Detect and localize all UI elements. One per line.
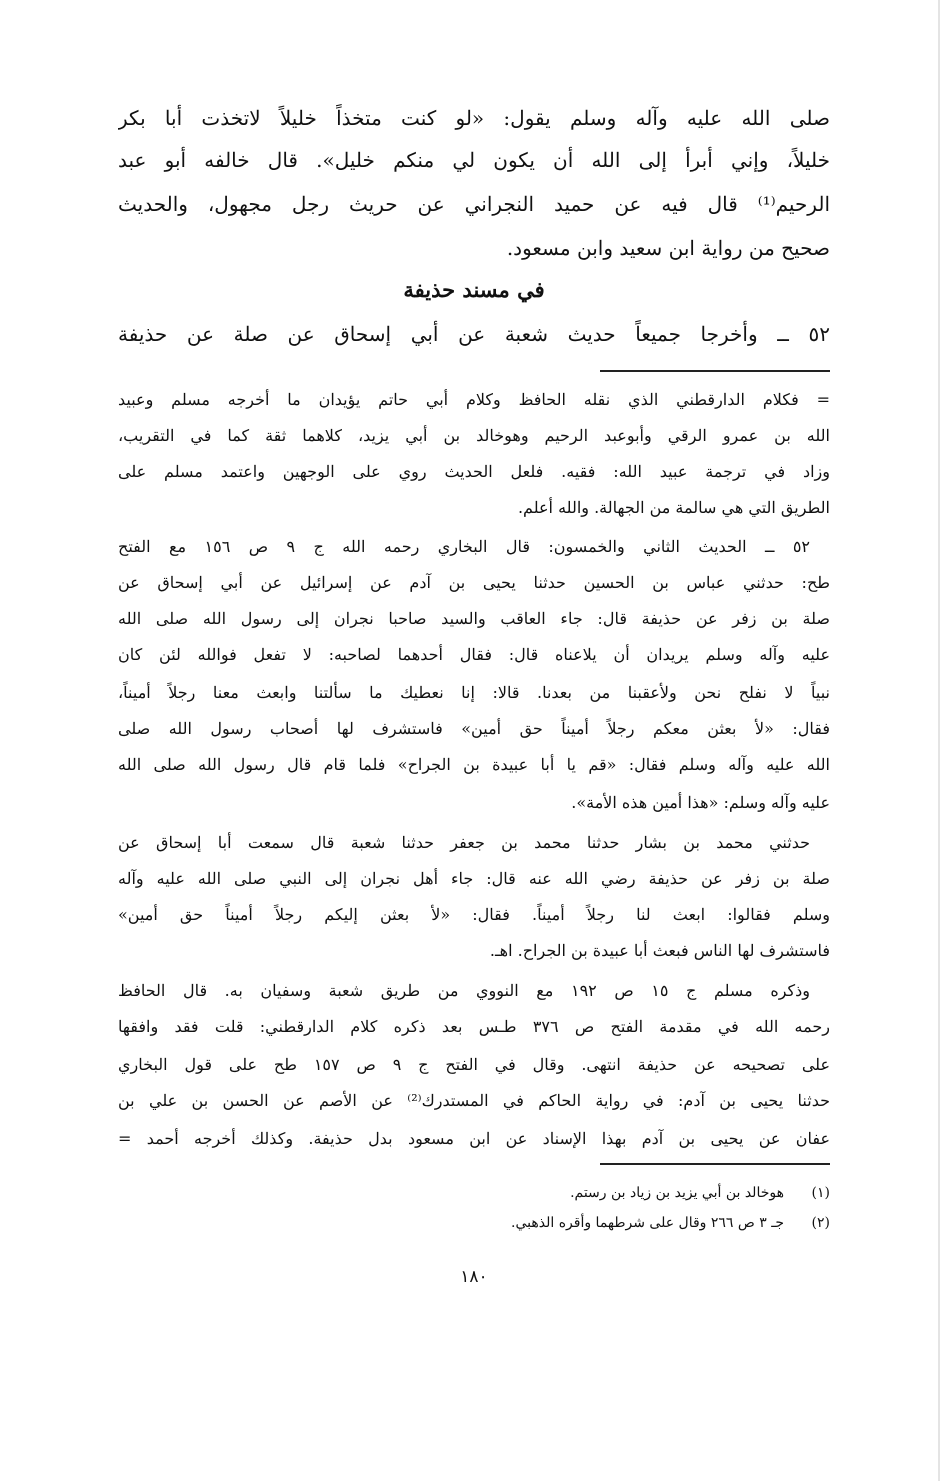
- commentary-line: فقال: «لأ بعثن معكم رجلاً أميناً حق أمين» فاستشرف لها أصحاب رسول الله صلى: [118, 719, 830, 738]
- commentary-line: الطريق التي هي سالمة من الجهالة. والله أعلم.: [517, 498, 830, 517]
- commentary-line: الله عليه وآله وسلم فقال: «قم يا أبا عبيدة بن الجراح» فلما قام قال رسول الله صلى الله: [118, 755, 830, 774]
- commentary-line: حدثني محمد بن بشار حدثنا محمد بن جعفر حدثنا شعبة قال سمعت أبا إسحاق عن: [118, 833, 810, 852]
- commentary-line: فاستشرف لها الناس فبعث أبا عبيدة بن الجراح. اهـ.: [489, 941, 830, 960]
- hadith-52-line: ٥٢ ــ وأخرجا جميعاً حديث شعبة عن أبي إسحاق عن صلة عن حذيفة: [118, 322, 830, 346]
- commentary-line: عليه وآله وسلم يريدان أن يلاعناه قال: فقال أحدهما لصاحبه: لا تفعل فوالله لئن كان: [118, 645, 830, 664]
- main-text-line: صلى الله عليه وآله وسلم يقول: «لو كنت متخذاً خليلاً لاتخذت أبا بكر: [118, 106, 830, 130]
- main-text-line: صحيح من رواية ابن سعيد وابن مسعود.: [506, 236, 830, 260]
- footnote-number: (١): [811, 1185, 830, 1201]
- commentary-line: نبياً لا نفلح نحن ولأعقبنا من بعدنا. قالا: إنا نعطيك ما سألتنا وابعث معنا رجلاً أميناً،: [118, 683, 830, 702]
- commentary-line: حدثنا يحيى بن آدم: في رواية الحاكم في المستدرك⁽²⁾ عن الأصم عن الحسن بن علي بن: [118, 1091, 830, 1110]
- commentary-line: الله بن عمرو الرقي وأبوعبد الرحيم وهوخالد بن أبي يزيد، كلاهما ثقة كما في التقريب،: [118, 426, 830, 445]
- commentary-line: ٥٢ ــ الحديث الثاني والخمسون: قال البخاري رحمه الله ج ٩ ص ١٥٦ مع الفتح: [118, 537, 810, 556]
- commentary-line: وسلم فقالوا: ابعث لنا رجلاً أميناً. فقال: «لأ بعثن إليكم رجلاً أميناً حق أمين»: [118, 905, 830, 924]
- section-heading: في مسند حذيفة: [403, 277, 545, 302]
- footnote-separator: [600, 370, 830, 372]
- footnote-text: جـ ٣ ص ٢٦٦ وقال على شرطهما وأقره الذهبي.: [511, 1215, 784, 1231]
- commentary-line: عليه وآله وسلم: «هذا أمين هذه الأمة».: [571, 793, 830, 812]
- commentary-line: = فكلام الدارقطني الذي نقله الحافظ وكلام أبي حاتم يؤيدان ما أخرجه مسلم وعبيد: [118, 390, 830, 409]
- footnote-separator: [600, 1163, 830, 1165]
- commentary-line: طح: حدثني عباس بن الحسين حدثنا يحيى بن آدم عن إسرائيل عن أبي إسحاق عن: [118, 573, 830, 592]
- commentary-line: عفان عن يحيى بن آدم بهذا الإسناد عن ابن مسعود بدل حذيفة. وكذلك أخرجه أحمد =: [118, 1129, 830, 1148]
- commentary-line: وزاد في ترجمة عبيد الله: فقيه. فلعل الحديث روي على الوجهين واعتمد مسلم على: [118, 462, 830, 481]
- main-text-line: الرحيم⁽¹⁾ قال فيه عن حميد النجراني عن حريث رجل مجهول، والحديث: [118, 192, 830, 216]
- main-text-line: خليلاً، وإني أبرأ إلى الله أن يكون لي منكم خليل». قال خالفه أبو عبد: [118, 148, 830, 172]
- commentary-line: صلة بن زفر عن حذيفة قال: جاء العاقب والسيد صاحبا نجران إلى رسول الله صلى الله: [118, 609, 830, 628]
- page-number: ١٨٠: [460, 1267, 488, 1287]
- page-edge: [938, 0, 940, 1481]
- footnote-1: [570, 1178, 830, 1208]
- commentary-line: صلة بن زفر عن حذيفة رضي الله عنه قال: جاء أهل نجران إلى النبي صلى الله عليه وآله: [118, 869, 830, 888]
- footnote-number: (٢): [811, 1215, 830, 1231]
- commentary-line: وذكره مسلم ج ١٥ ص ١٩٢ مع النووي من طريق شعبة وسفيان به. قال الحافظ: [118, 981, 810, 1000]
- commentary-line: على تصحيحه عن حذيفة انتهى. وقال في الفتح ج ٩ ص ١٥٧ طح على قول البخاري: [118, 1055, 830, 1074]
- footnote-text: هوخالد بن أبي يزيد بن زياد بن رستم.: [570, 1185, 784, 1201]
- commentary-line: رحمه الله في مقدمة الفتح ص ٣٧٦ طـس بعد ذكره كلام الدارقطني: قلت فقد وافقها: [118, 1017, 830, 1036]
- footnote-2: [511, 1208, 830, 1238]
